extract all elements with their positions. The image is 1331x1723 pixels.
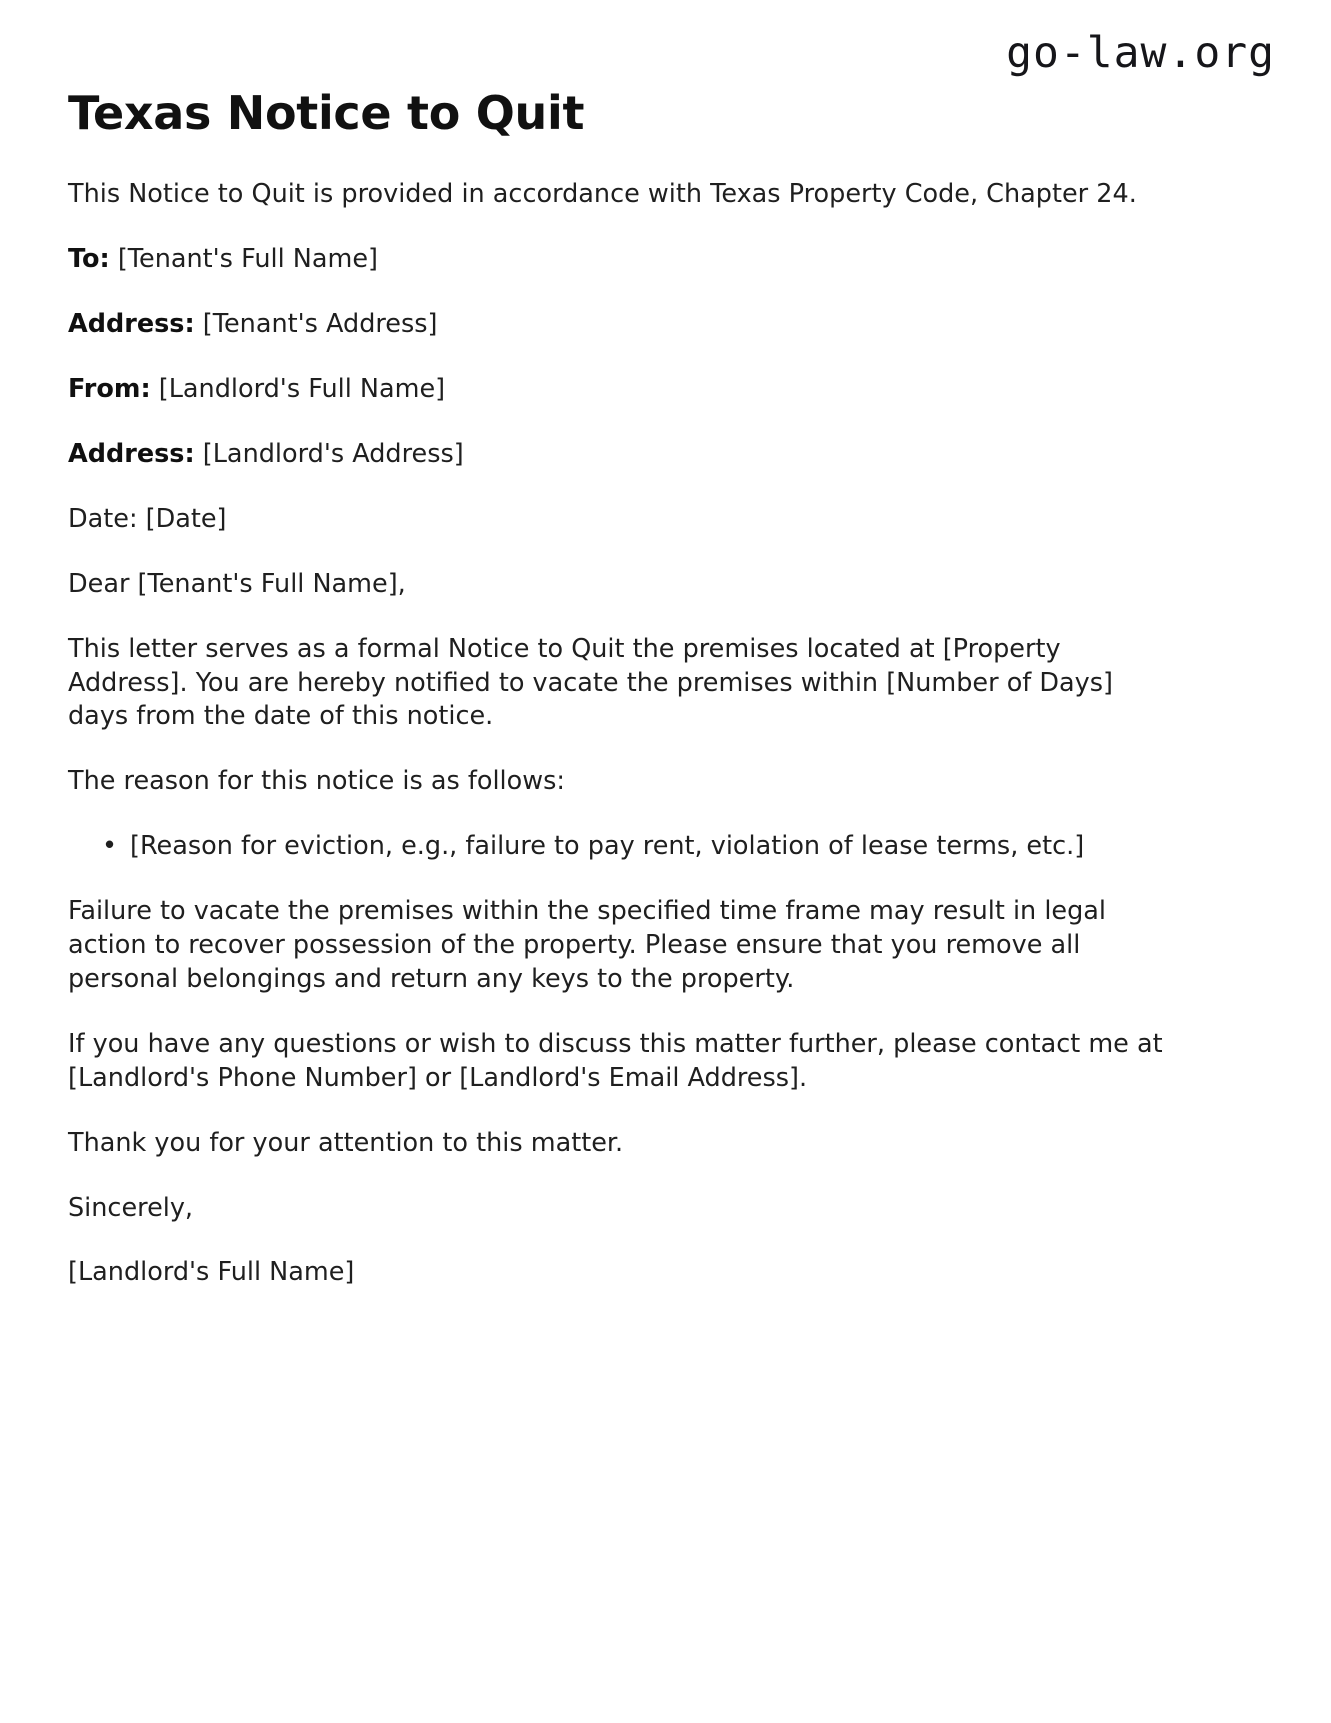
field-row-to xyxy=(68,243,1180,277)
field-label-landlord-address: Address: xyxy=(68,438,195,469)
reason-intro: The reason for this notice is as follows: xyxy=(68,766,565,797)
field-row-tenant-address xyxy=(68,308,1180,342)
field-row-from xyxy=(68,373,1180,407)
field-label-to: To: xyxy=(68,244,110,275)
field-value-tenant-address: [Tenant's Address] xyxy=(202,309,438,340)
date-line: Date: [Date] xyxy=(68,503,227,534)
salutation: Dear [Tenant's Full Name], xyxy=(68,568,406,599)
body-paragraph-3: If you have any questions or wish to discuss this matter further, please contact me at [Landlord's Phone Number] or [Landlord's Email Address]. xyxy=(68,1028,1163,1093)
field-label-from: From: xyxy=(68,373,151,404)
field-value-landlord-address: [Landlord's Address] xyxy=(202,438,464,469)
document-body xyxy=(68,86,1180,1290)
closing-line: Sincerely, xyxy=(68,1192,194,1223)
field-value-from: [Landlord's Full Name] xyxy=(158,373,446,404)
body-paragraph-2: Failure to vacate the premises within the specified time frame may result in legal action to recover possession of the property. Please ensure that you remove all personal belongings and return any keys to the property. xyxy=(68,896,1106,994)
site-wordmark: go-law.org xyxy=(1006,28,1275,78)
field-value-to: [Tenant's Full Name] xyxy=(117,244,378,275)
thanks-line: Thank you for your attention to this matter. xyxy=(68,1127,624,1158)
field-label-tenant-address: Address: xyxy=(68,309,195,340)
reason-list xyxy=(68,830,1180,864)
list-item: • [Reason for eviction, e.g., failure to pay rent, violation of lease terms, etc.] xyxy=(130,830,1180,864)
field-row-landlord-address xyxy=(68,438,1180,472)
page-title: Texas Notice to Quit xyxy=(68,86,585,140)
signature-line: [Landlord's Full Name] xyxy=(68,1257,355,1288)
body-paragraph-1: This letter serves as a formal Notice to Quit the premises located at [Property Address]. You are hereby notified to vacate the premises within [Number of Days] days from the date of this notice. xyxy=(68,633,1113,732)
intro-paragraph: This Notice to Quit is provided in accordance with Texas Property Code, Chapter 24. xyxy=(68,179,1137,210)
